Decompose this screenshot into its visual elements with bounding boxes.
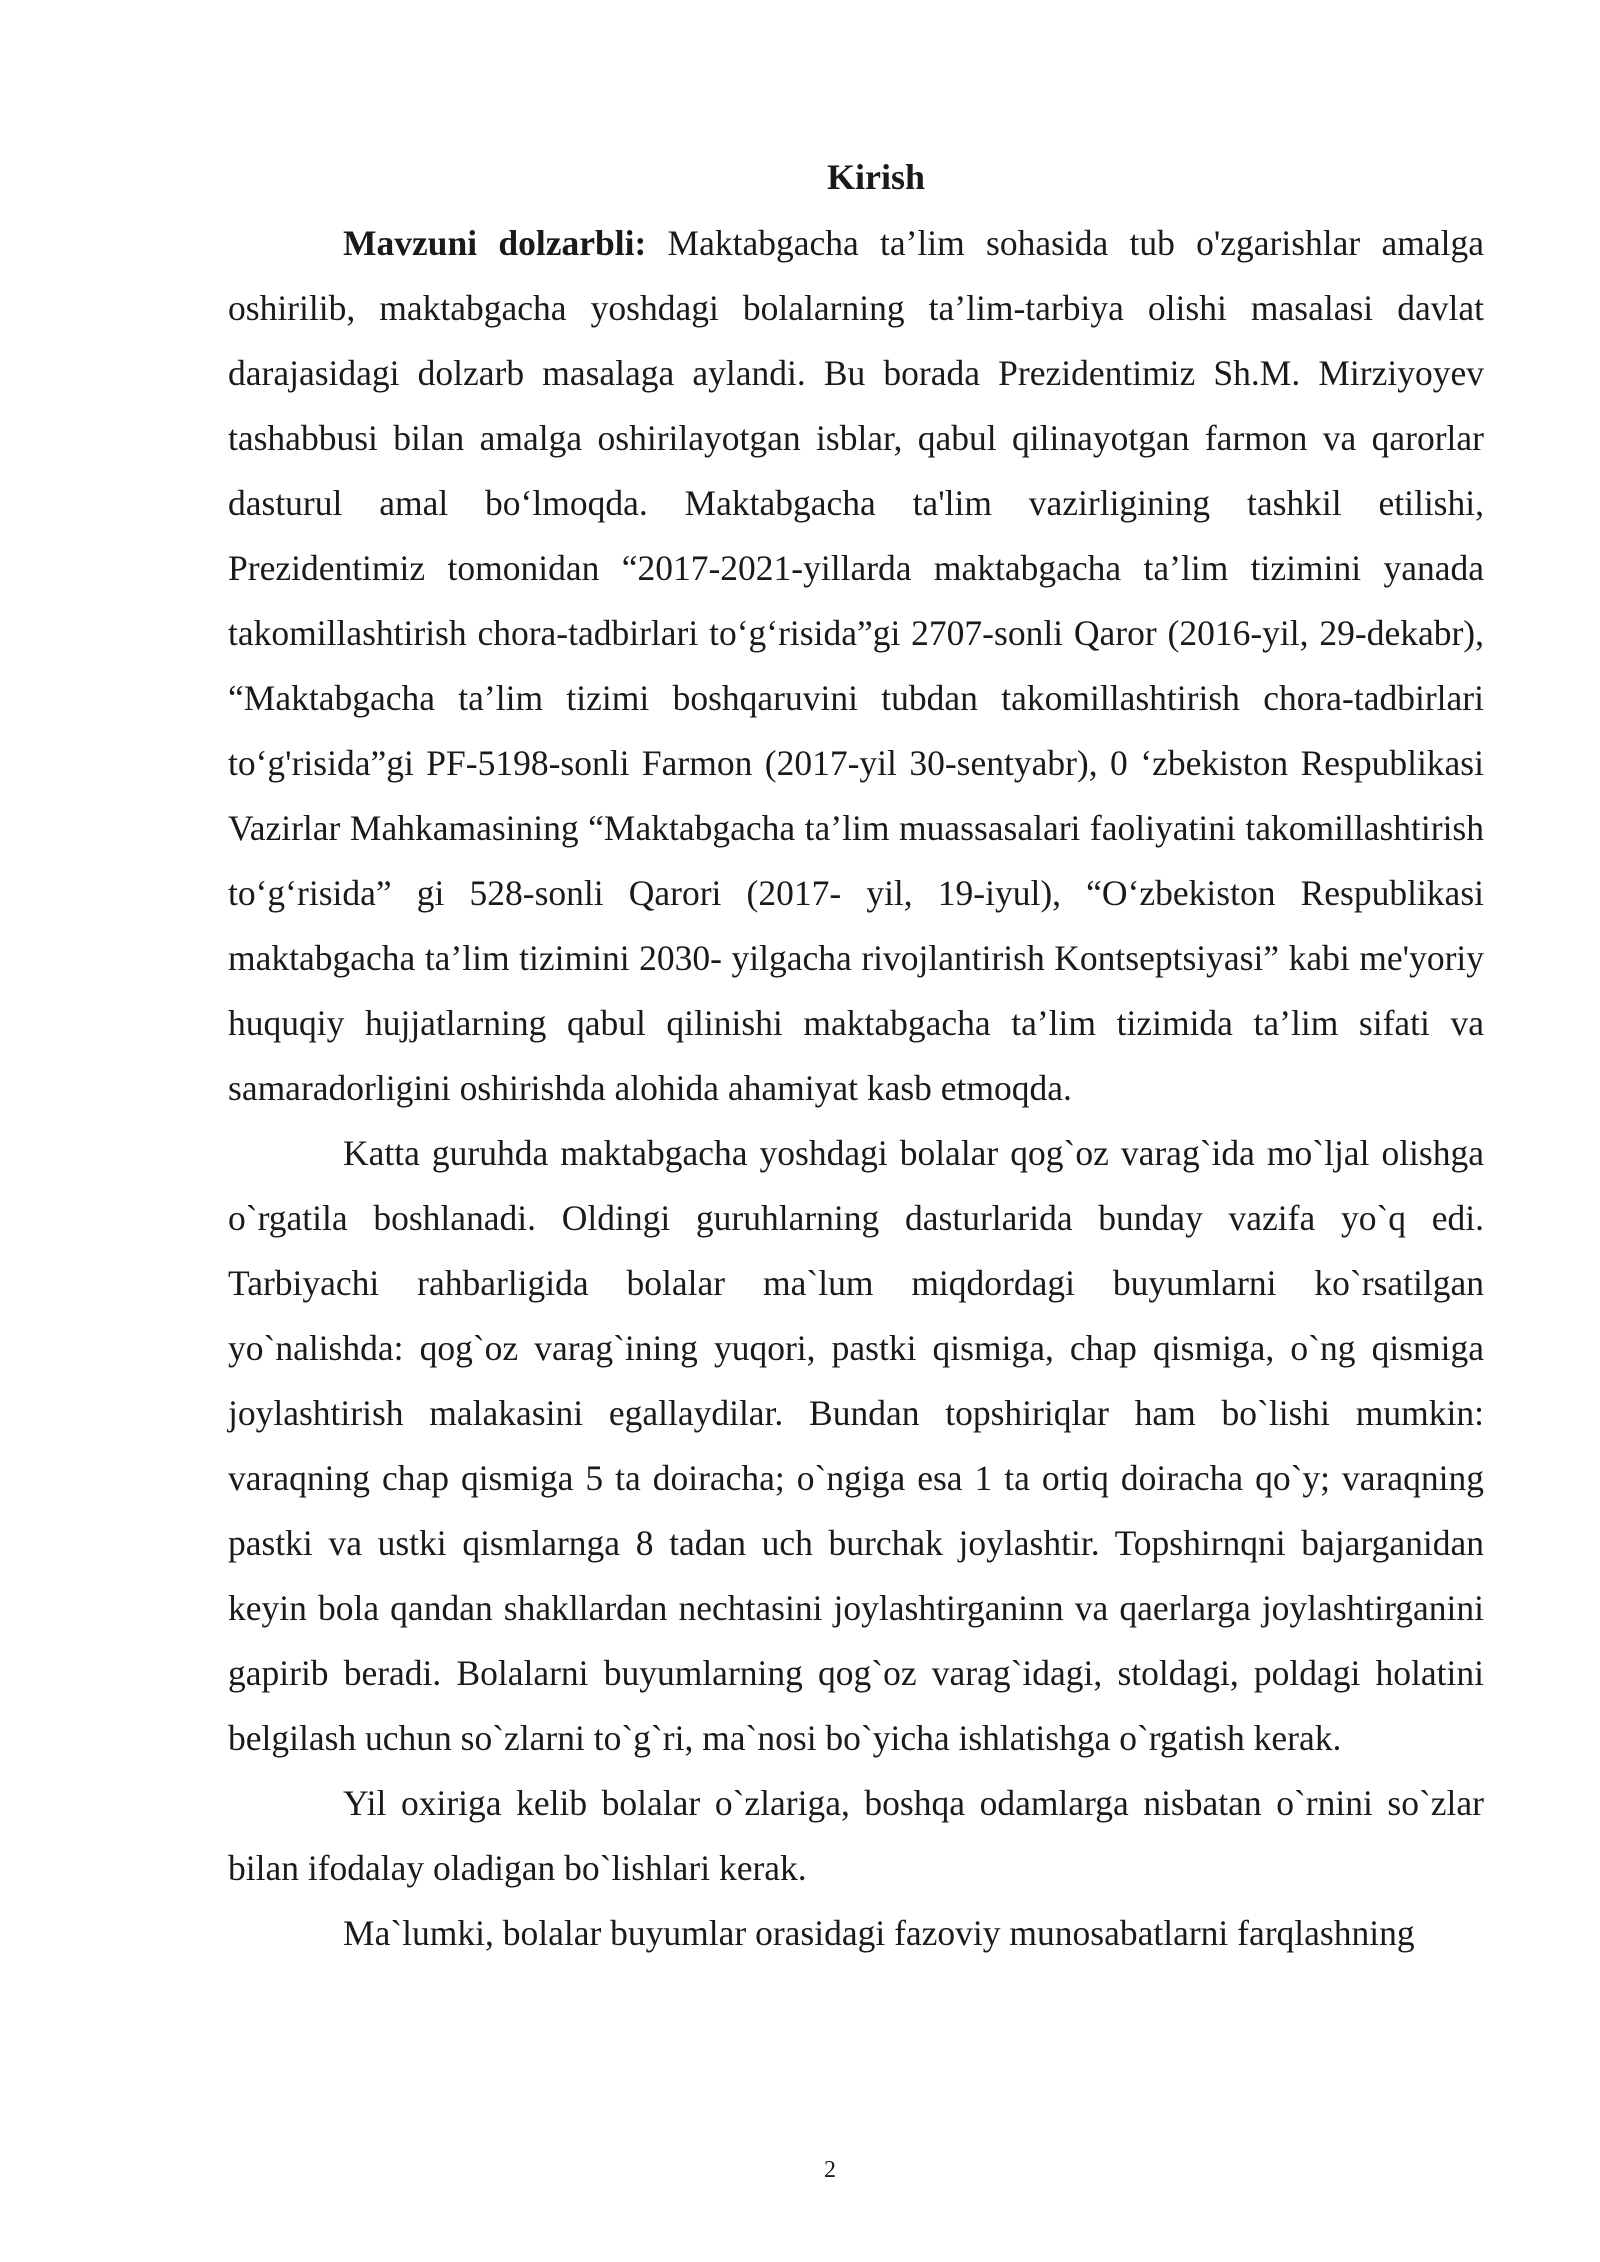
paragraph-orientation: Katta guruhda maktabgacha yoshdagi bolalar qog`oz varag`ida mo`ljal olishga o`rgatila boshlanadi. Oldingi guruhlarning dasturlarida bunday vazifa yo`q edi. Tarbiyachi rahbarligida bolalar ma`lum miqdordagi buyumlarni ko`rsatilgan yo`nalishda: qog`oz varag`ining yuqori, pastki qismiga, chap qismiga, o`ng qismiga joylashtirish malakasini egallaydilar. Bundan topshiriqlar ham bo`lishi mumkin: varaqning chap qismiga 5 ta doiracha; o`ngiga esa 1 ta ortiq doiracha qo`y; varaqning pastki va ustki qismlarnga 8 tadan uch burchak joylashtir. Topshirnqni bajarganidan keyin bola qandan shakllardan nechtasini joylashtirganinn va qaerlarga joylashtirganini gapirib beradi. Bolalarni buyumlarning qog`oz varag`idagi, stoldagi, poldagi holatini belgilash uchun so`zlarni to`g`ri, ma`nosi bo`yicha ishlatishga o`rgatish kerak. xyxy=(228,1133,1484,1758)
paragraph-spatial-relations: Ma`lumki, bolalar buyumlar orasidagi fazoviy munosabatlarni farqlashning xyxy=(343,1913,1415,1953)
paragraph-lead: Mavzuni dolzarbli: xyxy=(343,223,647,263)
document-page xyxy=(228,145,1484,1966)
paragraph-year-end: Yil oxiriga kelib bolalar o`zlariga, boshqa odamlarga nisbatan o`rnini so`zlar bilan ifodalay oladigan bo`lishlari kerak. xyxy=(228,1783,1484,1888)
page-number: 2 xyxy=(824,2157,836,2183)
page-title: Kirish xyxy=(826,157,925,197)
paragraph-relevance xyxy=(228,211,1484,1121)
paragraph-text: Maktabgacha ta’lim sohasida tub o'zgarishlar amalga oshirilib, maktabgacha yoshdagi bolalarning ta’lim-tarbiya olishi masalasi davlat darajasidagi dolzarb masalaga aylandi. Bu borada Prezidentimiz Sh.M. Mirziyoyev tashabbusi bilan amalga oshirilayotgan isblar, qabul qilinayotgan farmon va qarorlar dasturul amal bo‘lmoqda. Maktabgacha ta'lim vazirligining tashkil etilishi, Prezidentimiz tomonidan “2017-2021-yillarda maktabgacha ta’lim tizimini yanada takomillashtirish chora-tadbirlari to‘g‘risida”gi 2707-sonli Qaror (2016-yil, 29-dekabr), “Maktabgacha ta’lim tizimi boshqaruvini tubdan takomillashtirish chora-tadbirlari to‘g'risida”gi PF-5198-sonli Farmon (2017-yil 30-sentyabr), 0 ‘zbekiston Respublikasi Vazirlar Mahkamasining “Maktabgacha ta’lim muassasalari faoliyatini takomillashtirish to‘g‘risida” gi 528-sonli Qarori (2017- yil, 19-iyul), “O‘zbekiston Respublikasi maktabgacha ta’lim tizimini 2030- yilgacha rivojlantirish Kontseptsiyasi” kabi me'yoriy huquqiy hujjatlarning qabul qilinishi maktabgacha ta’lim tizimida ta’lim sifati va samaradorligini oshirishda alohida ahamiyat kasb etmoqda. xyxy=(228,223,1484,1108)
